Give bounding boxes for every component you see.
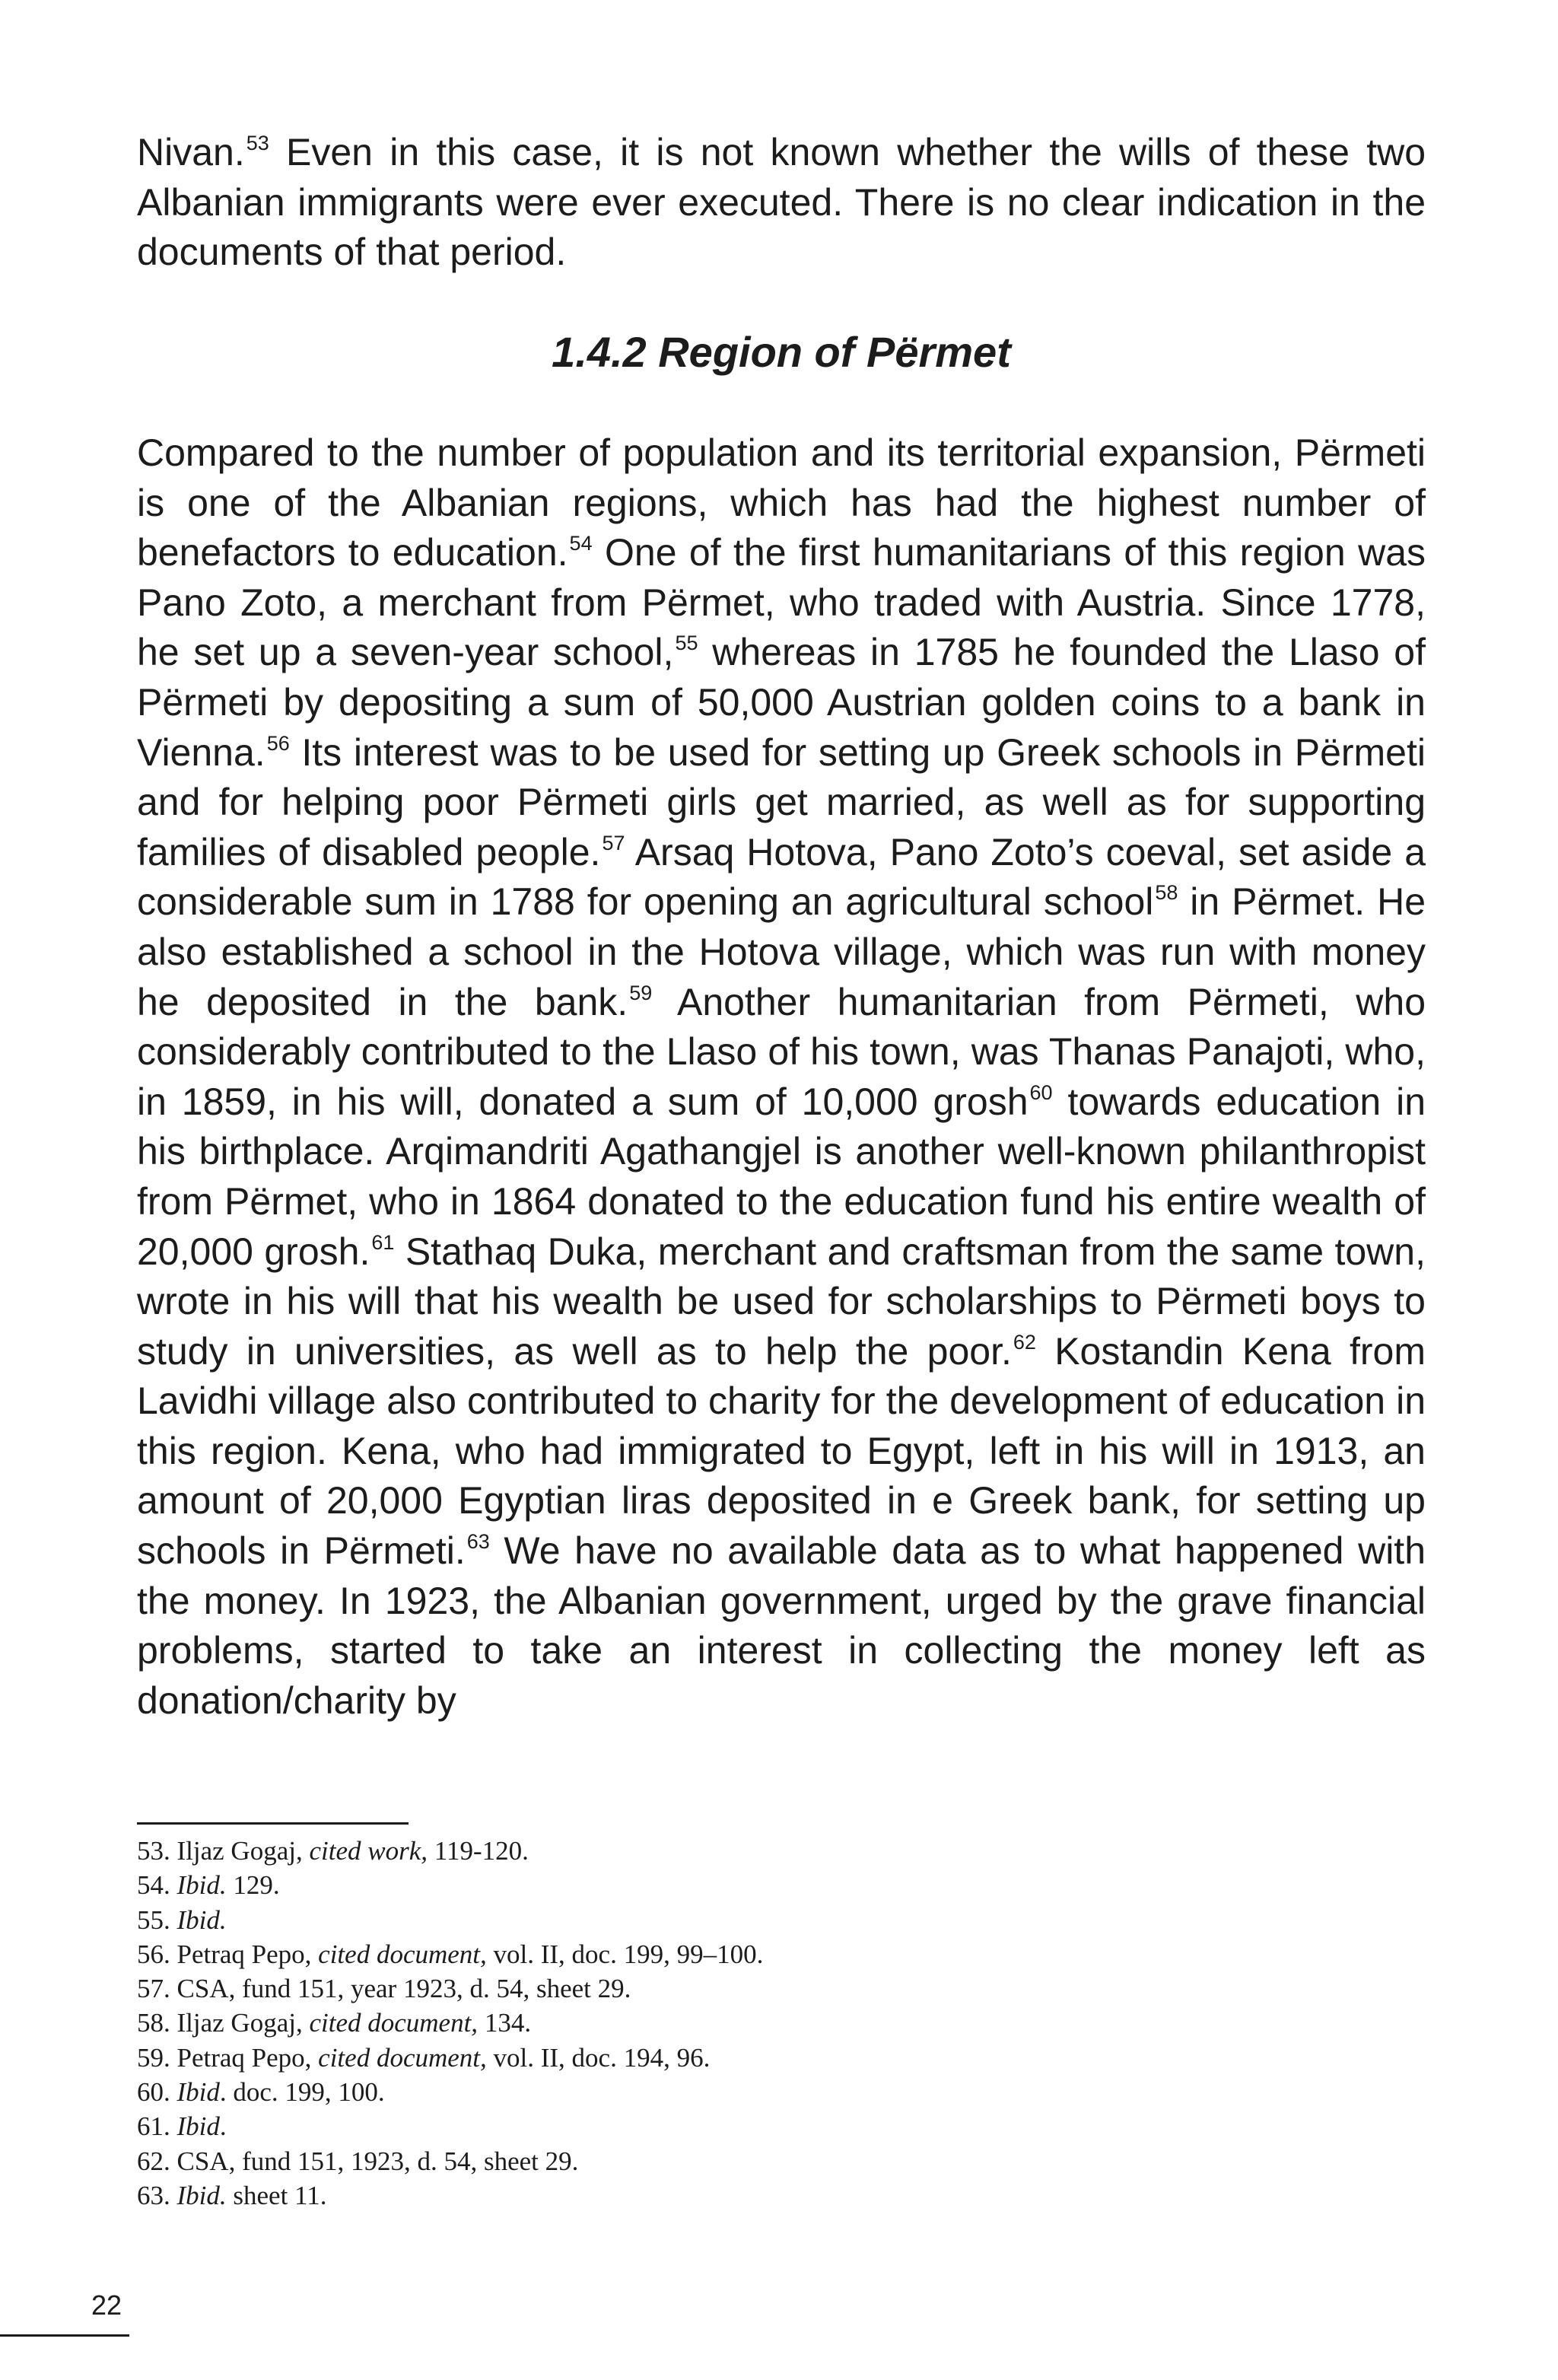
body-text-9: Stathaq Duka, merchant and craftsman from the same town, wrote in his will that his wealth be used for scholarships to Përmeti boys to study in universities, as well as to help the poor. bbox=[137, 1230, 1426, 1373]
footnote-ref-58: 58 bbox=[1155, 881, 1178, 905]
footnote-ref-59: 59 bbox=[629, 981, 653, 1004]
footnote-text: vol. II, doc. 199, 99–100. bbox=[486, 1939, 764, 1969]
footnote-italic: cited work, bbox=[309, 1836, 428, 1866]
footnote-number: 58. bbox=[137, 2008, 177, 2038]
footnote-text: Petraq Pepo, bbox=[176, 2042, 319, 2073]
footnote-item bbox=[137, 1903, 1426, 1937]
body-text-8: towards education in his birthplace. Arqimandriti Agathangjel is another well-known philanthropist from Përmet, who in 1864 donated to the education fund his entire wealth of 20,000 grosh. bbox=[137, 1080, 1426, 1273]
footnote-italic: Ibid. bbox=[176, 1904, 227, 1935]
footnote-italic: cited document, bbox=[309, 2008, 479, 2038]
intro-paragraph bbox=[137, 128, 1426, 278]
body-text-3: whereas in 1785 he founded the Llaso of Përmeti by depositing a sum of 50,000 Austrian golden coins to a bank in Vienna. bbox=[137, 631, 1426, 774]
footnote-item bbox=[137, 2178, 1426, 2213]
footnote-number: 53. bbox=[137, 1836, 177, 1866]
footnote-text: . bbox=[219, 2111, 227, 2142]
footnote-text: Petraq Pepo, bbox=[176, 1939, 319, 1969]
footnote-number: 61. bbox=[137, 2111, 177, 2142]
footnote-ref-53: 53 bbox=[246, 132, 269, 154]
footnote-text: 134. bbox=[478, 2008, 532, 2038]
body-text-10: Kostandin Kena from Lavidhi village also contributed to charity for the development of education in this region. Kena, who had immigrated to Egypt, left in his will in 1913, an amount of 20,000 Egyptian liras deposited in e Greek bank, for setting up schools in Përmeti. bbox=[137, 1329, 1426, 1573]
footnote-item bbox=[137, 2041, 1426, 2075]
footnote-ref-57: 57 bbox=[602, 831, 625, 854]
footnote-text: Iljaz Gogaj, bbox=[176, 2008, 310, 2038]
footnote-item bbox=[137, 1937, 1426, 1971]
footnote-text: Iljaz Gogaj, bbox=[176, 1836, 310, 1866]
body-text-2: One of the first humanitarians of this region was Pano Zoto, a merchant from Përmet, who traded with Austria. Since 1778, he set up a seven-year school, bbox=[137, 531, 1426, 674]
footnote-italic: Ibid bbox=[176, 2111, 220, 2142]
section-heading: 1.4.2 Region of Përmet bbox=[552, 328, 1011, 376]
footnote-text: vol. II, doc. 194, 96. bbox=[486, 2042, 711, 2073]
body-text-7: Another humanitarian from Përmeti, who considerably contributed to the Llaso of his town, was Thanas Panajoti, who, in 1859, in his will, donated a sum of 10,000 grosh bbox=[137, 980, 1426, 1123]
body-text-11: We have no available data as to what happened with the money. In 1923, the Albanian government, urged by the grave financial problems, started to take an interest in collecting the money left as donation/charity by bbox=[137, 1529, 1426, 1722]
footnote-item bbox=[137, 2109, 1426, 2143]
body-text-4: Its interest was to be used for setting up Greek schools in Përmeti and for helping poor Përmeti girls get married, as well as for supporting families of disabled people. bbox=[137, 730, 1426, 873]
footnote-number: 55. bbox=[137, 1904, 177, 1935]
footnote-ref-62: 62 bbox=[1013, 1330, 1036, 1354]
page-number: 22 bbox=[91, 2289, 122, 2321]
footnote-text: CSA, fund 151, year 1923, d. 54, sheet 29. bbox=[176, 1974, 631, 2004]
footnote-italic: Ibid bbox=[176, 2077, 220, 2108]
footnote-text: 119-120. bbox=[428, 1836, 529, 1866]
footnote-text: sheet 11. bbox=[226, 2180, 327, 2210]
footnote-text: . doc. 199, 100. bbox=[219, 2077, 385, 2108]
footnote-list bbox=[137, 1834, 1426, 2213]
footnote-item bbox=[137, 1834, 1426, 1868]
footnote-number: 56. bbox=[137, 1939, 177, 1969]
body-text-6: in Përmet. He also established a school in the Hotova village, which was run with money he deposited in the bank. bbox=[137, 880, 1426, 1023]
body-text-5: Arsaq Hotova, Pano Zoto’s coeval, set aside a considerable sum in 1788 for opening an agricultural school bbox=[137, 830, 1426, 924]
footnote-italic: cited document, bbox=[318, 2042, 487, 2073]
footnote-item bbox=[137, 1868, 1426, 1902]
body-paragraph bbox=[137, 428, 1426, 1726]
footnote-italic: Ibid. bbox=[176, 2180, 227, 2210]
footnote-ref-63: 63 bbox=[466, 1530, 490, 1554]
footnote-number: 59. bbox=[137, 2042, 177, 2073]
footnote-item bbox=[137, 2144, 1426, 2178]
footnote-text: 129. bbox=[226, 1870, 280, 1901]
footnote-item bbox=[137, 1971, 1426, 2006]
footnote-ref-61: 61 bbox=[371, 1230, 395, 1254]
footnote-italic: Ibid. bbox=[176, 1870, 227, 1901]
footnote-ref-55: 55 bbox=[675, 632, 698, 655]
footnote-number: 63. bbox=[137, 2180, 177, 2210]
footnote-number: 57. bbox=[137, 1974, 177, 2004]
footnote-item bbox=[137, 2006, 1426, 2040]
footnote-divider bbox=[137, 1822, 409, 1825]
footnote-number: 54. bbox=[137, 1870, 177, 1901]
intro-text-1: Nivan. bbox=[137, 131, 245, 173]
intro-text-2: Even in this case, it is not known whether the wills of these two Albanian immigrants were ever executed. There is no clear indication in the documents of that period. bbox=[137, 131, 1426, 274]
footnote-ref-60: 60 bbox=[1029, 1080, 1053, 1104]
footnote-text: CSA, fund 151, 1923, d. 54, sheet 29. bbox=[176, 2146, 579, 2176]
footnote-item bbox=[137, 2075, 1426, 2109]
footnote-ref-54: 54 bbox=[569, 532, 593, 555]
footnote-ref-56: 56 bbox=[266, 731, 290, 755]
footnote-italic: cited document, bbox=[318, 1939, 487, 1969]
footnote-number: 62. bbox=[137, 2146, 177, 2176]
body-text-1: Compared to the number of population and its territorial expansion, Përmeti is one of the Albanian regions, which has had the highest number of benefactors to education. bbox=[137, 431, 1426, 574]
footnote-number: 60. bbox=[137, 2077, 177, 2108]
page-number-rule bbox=[0, 2334, 129, 2337]
